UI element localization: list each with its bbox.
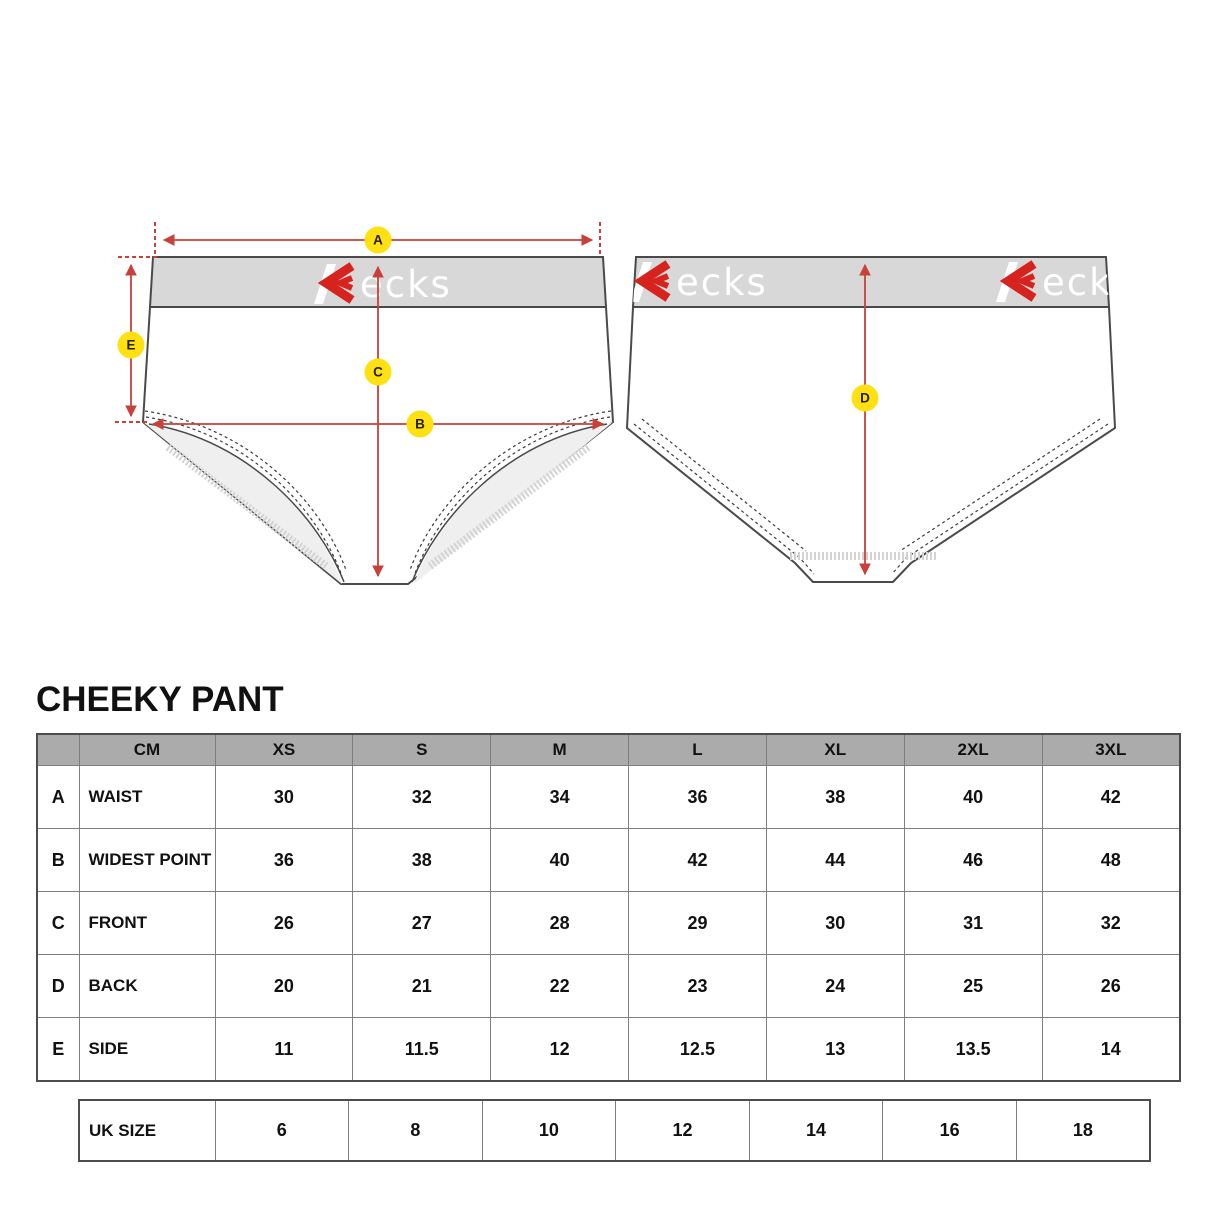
back-view-diagram <box>627 257 1134 582</box>
measure-key-cell: D <box>37 955 79 1018</box>
size-table-header-row <box>37 734 1180 766</box>
measure-label-d: D <box>860 390 870 406</box>
size-table-row <box>37 955 1180 1018</box>
size-value-cell: 20 <box>215 955 353 1018</box>
measure-key-cell: C <box>37 892 79 955</box>
size-value-cell: 26 <box>1042 955 1180 1018</box>
size-table-row <box>37 1018 1180 1082</box>
page-title: CHEEKY PANT <box>36 680 284 719</box>
size-column-header: XL <box>766 734 904 766</box>
measure-marker-e <box>118 332 145 359</box>
measure-label-b: B <box>415 416 425 432</box>
size-value-cell: 30 <box>766 892 904 955</box>
size-value-cell: 46 <box>904 829 1042 892</box>
size-column-header: 2XL <box>904 734 1042 766</box>
uk-size-cell: 6 <box>215 1100 349 1161</box>
measure-label-cell: WAIST <box>79 766 215 829</box>
back-body-outline <box>627 307 1115 582</box>
size-value-cell: 48 <box>1042 829 1180 892</box>
size-value-cell: 13 <box>766 1018 904 1082</box>
size-table-row <box>37 892 1180 955</box>
size-value-cell: 21 <box>353 955 491 1018</box>
uk-size-table <box>78 1099 1151 1162</box>
size-value-cell: 30 <box>215 766 353 829</box>
uk-size-cell: 10 <box>482 1100 616 1161</box>
size-value-cell: 40 <box>904 766 1042 829</box>
size-value-cell: 42 <box>629 829 767 892</box>
size-value-cell: 12.5 <box>629 1018 767 1082</box>
corner-cell <box>37 734 79 766</box>
size-value-cell: 25 <box>904 955 1042 1018</box>
size-value-cell: 28 <box>491 892 629 955</box>
size-value-cell: 13.5 <box>904 1018 1042 1082</box>
size-value-cell: 29 <box>629 892 767 955</box>
size-column-header: XS <box>215 734 353 766</box>
size-value-cell: 36 <box>629 766 767 829</box>
size-value-cell: 12 <box>491 1018 629 1082</box>
size-value-cell: 34 <box>491 766 629 829</box>
size-value-cell: 44 <box>766 829 904 892</box>
uk-size-cell: 16 <box>883 1100 1017 1161</box>
measure-label-cell: WIDEST POINT <box>79 829 215 892</box>
measure-label-cell: FRONT <box>79 892 215 955</box>
size-value-cell: 11.5 <box>353 1018 491 1082</box>
size-value-cell: 27 <box>353 892 491 955</box>
uk-size-row <box>79 1100 1150 1161</box>
size-value-cell: 31 <box>904 892 1042 955</box>
measure-key-cell: B <box>37 829 79 892</box>
size-value-cell: 24 <box>766 955 904 1018</box>
measure-key-cell: E <box>37 1018 79 1082</box>
size-column-header: 3XL <box>1042 734 1180 766</box>
uk-size-label-cell: UK SIZE <box>79 1100 215 1161</box>
size-value-cell: 32 <box>353 766 491 829</box>
size-value-cell: 38 <box>353 829 491 892</box>
size-value-cell: 26 <box>215 892 353 955</box>
measure-marker-d <box>852 385 879 412</box>
uk-size-cell: 18 <box>1016 1100 1150 1161</box>
measure-marker-a <box>365 227 392 254</box>
size-value-cell: 14 <box>1042 1018 1180 1082</box>
size-value-cell: 40 <box>491 829 629 892</box>
measure-marker-c <box>365 359 392 386</box>
measure-marker-b <box>407 411 434 438</box>
size-table-row <box>37 766 1180 829</box>
size-value-cell: 42 <box>1042 766 1180 829</box>
size-value-cell: 32 <box>1042 892 1180 955</box>
size-value-cell: 36 <box>215 829 353 892</box>
garment-diagrams: ecks A E C B D <box>0 0 1214 660</box>
unit-header-cell: CM <box>79 734 215 766</box>
uk-size-cell: 8 <box>349 1100 483 1161</box>
measure-label-a: A <box>373 232 383 248</box>
size-table-row <box>37 829 1180 892</box>
measure-label-c: C <box>373 364 383 380</box>
size-column-header: S <box>353 734 491 766</box>
measure-key-cell: A <box>37 766 79 829</box>
size-value-cell: 23 <box>629 955 767 1018</box>
size-column-header: L <box>629 734 767 766</box>
measure-label-cell: BACK <box>79 955 215 1018</box>
size-column-header: M <box>491 734 629 766</box>
uk-size-cell: 12 <box>616 1100 750 1161</box>
size-table <box>36 733 1181 1082</box>
measure-label-e: E <box>126 337 136 353</box>
size-value-cell: 38 <box>766 766 904 829</box>
measure-label-cell: SIDE <box>79 1018 215 1082</box>
size-guide-content <box>36 680 1186 1162</box>
size-value-cell: 11 <box>215 1018 353 1082</box>
size-value-cell: 22 <box>491 955 629 1018</box>
uk-size-cell: 14 <box>749 1100 883 1161</box>
